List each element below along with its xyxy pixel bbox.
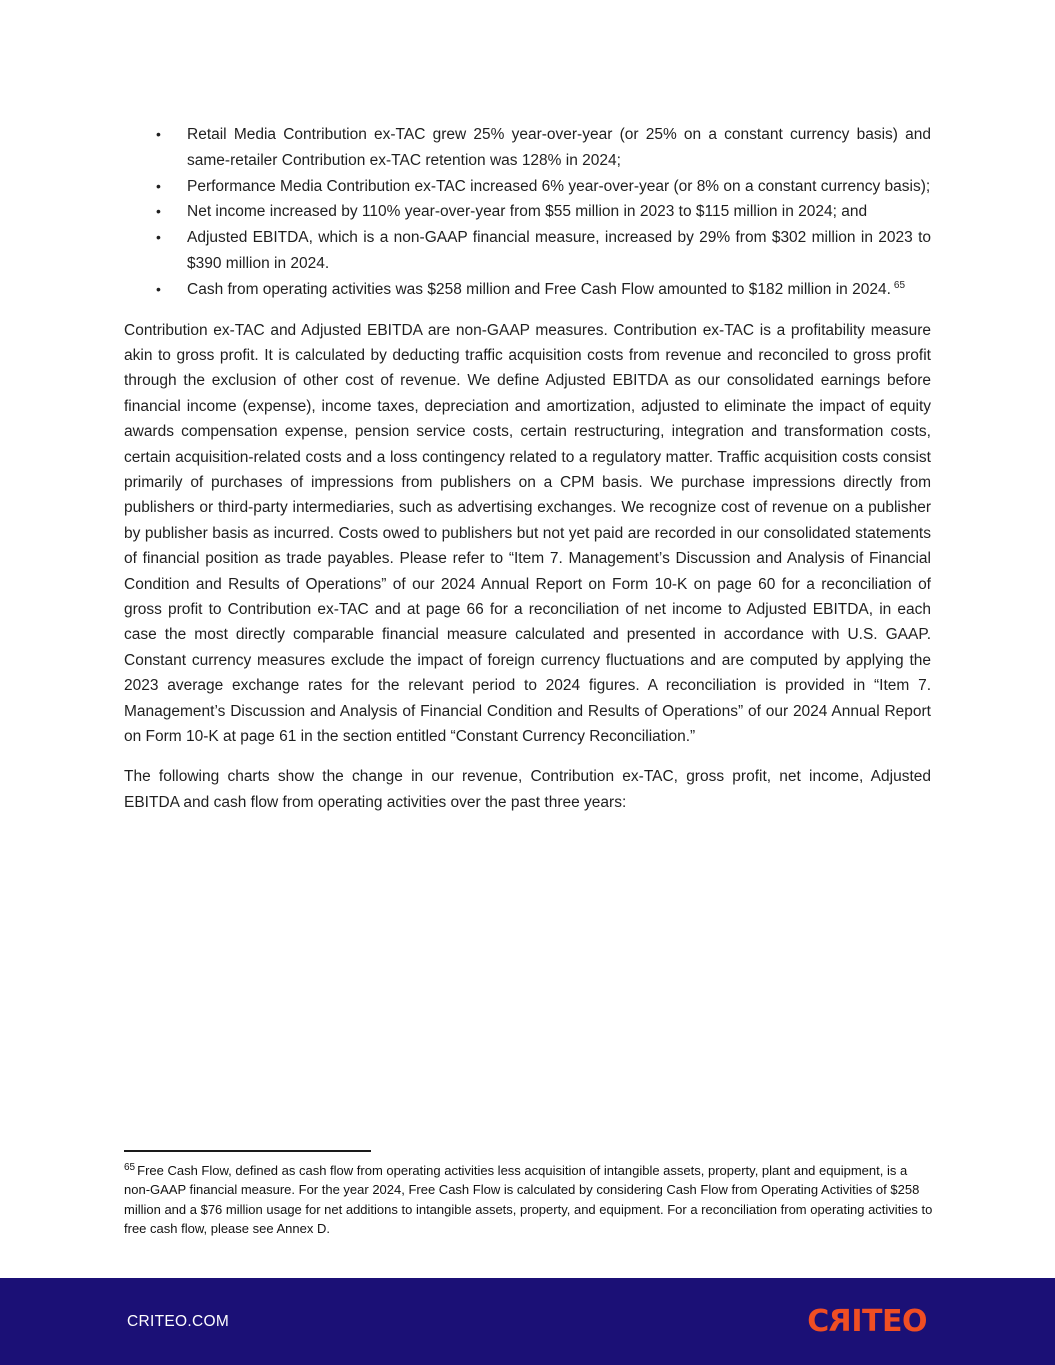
- bullet-text: Net income increased by 110% year-over-year from $55 million in 2023 to $115 million in 2024; and: [187, 203, 868, 221]
- footer-site-url: CRITEO.COM: [127, 1312, 230, 1330]
- footnote-body: Free Cash Flow, defined as cash flow from operating activities less acquisition of intangible assets, property, plant and equipment, is a non-GAAP financial measure. For the year 2024, Free Cash Flow is calculated by considering Cash Flow from Operating Activities of $258 million and a $76 million usage for net additions to intangible assets, property, and equipment. For a reconciliation from operating activities to free cash flow, please see Annex D.: [124, 1163, 933, 1236]
- bullet-icon: •: [156, 203, 161, 220]
- non-gaap-definitions-paragraph: Contribution ex-TAC and Adjusted EBITDA are non-GAAP measures. Contribution ex-TAC is a profitability measure akin to gross profit. It is calculated by deducting traffic acquisition costs from revenue and reconciled to gross profit through the exclusion of other cost of revenue. We define Adjusted EBITDA as our consolidated earnings before financial income (expense), income taxes, depreciation and amortization, adjusted to eliminate the impact of equity awards compensation expense, pension service costs, certain restructuring, integration and transformation costs, certain acquisition-related costs and a loss contingency related to a regulatory matter. Traffic acquisition costs consist primarily of purchases of impressions from publishers on a CPM basis. We purchase impressions directly from publishers or third-party intermediaries, such as advertising exchanges. We recognize cost of revenue on a publisher by publisher basis as incurred. Costs owed to publishers but not yet paid are recorded in our consolidated statements of financial position as trade payables. Please refer to “Item 7. Management’s Discussion and Analysis of Financial Condition and Results of Operations” of our 2024 Annual Report on Form 10-K on page 60 for a reconciliation of gross profit to Contribution ex-TAC and at page 66 for a reconciliation of net income to Adjusted EBITDA, in each case the most directly comparable financial measure calculated and presented in accordance with U.S. GAAP. Constant currency measures exclude the impact of foreign currency fluctuations and are computed by applying the 2023 average exchange rates for the relevant period to 2024 figures. A reconciliation is provided in “Item 7. Management’s Discussion and Analysis of Financial Condition and Results of Operations” of our 2024 Annual Report on Form 10-K at page 61 in the section entitled “Constant Currency Reconciliation.”: [124, 321, 931, 746]
- charts-intro-paragraph: The following charts show the change in our revenue, Contribution ex-TAC, gross profit, net income, Adjusted EBITDA and cash flow from operating activities over the past three years:: [124, 768, 931, 811]
- bullet-item: [124, 277, 931, 303]
- criteo-logo: [807, 1303, 927, 1339]
- footnote-separator-line: [124, 1150, 371, 1152]
- bullet-item: [124, 122, 931, 174]
- bullet-icon: •: [156, 280, 161, 297]
- bullet-icon: •: [156, 126, 161, 142]
- bullet-item: [124, 174, 931, 200]
- footnote-text: [124, 1161, 936, 1238]
- bullet-text: Cash from operating activities was $258 million and Free Cash Flow amounted to $182 million in 2024.: [187, 280, 891, 298]
- bullet-item: [124, 225, 931, 277]
- bullet-icon: •: [156, 177, 161, 194]
- bullet-text: Retail Media Contribution ex-TAC grew 25% year-over-year (or 25% on a constant currency basis) and same-retailer Contribution ex-TAC retention was 128% in 2024;: [187, 126, 931, 169]
- logo-letter-i: I: [851, 1303, 863, 1339]
- logo-letter-o: O: [901, 1303, 927, 1339]
- bullet-item: [124, 199, 931, 225]
- highlights-bullet-list: [124, 0, 931, 303]
- logo-letter-e: E: [881, 1303, 902, 1339]
- bullet-icon: •: [156, 229, 161, 246]
- logo-letter-c: C: [807, 1303, 829, 1339]
- footnote: [124, 1150, 936, 1238]
- logo-letter-t: T: [862, 1303, 882, 1339]
- page-footer: [0, 1278, 1055, 1365]
- page-content: [124, 0, 931, 815]
- footnote-ref-link: 65: [893, 279, 906, 291]
- logo-letter-r-reversed: R: [828, 1303, 852, 1339]
- bullet-text: Performance Media Contribution ex-TAC increased 6% year-over-year (or 8% on a constant currency basis);: [187, 177, 931, 195]
- bullet-text: Adjusted EBITDA, which is a non-GAAP financial measure, increased by 29% from $302 million in 2023 to $390 million in 2024.: [187, 229, 931, 272]
- footnote-number: 65: [124, 1161, 136, 1173]
